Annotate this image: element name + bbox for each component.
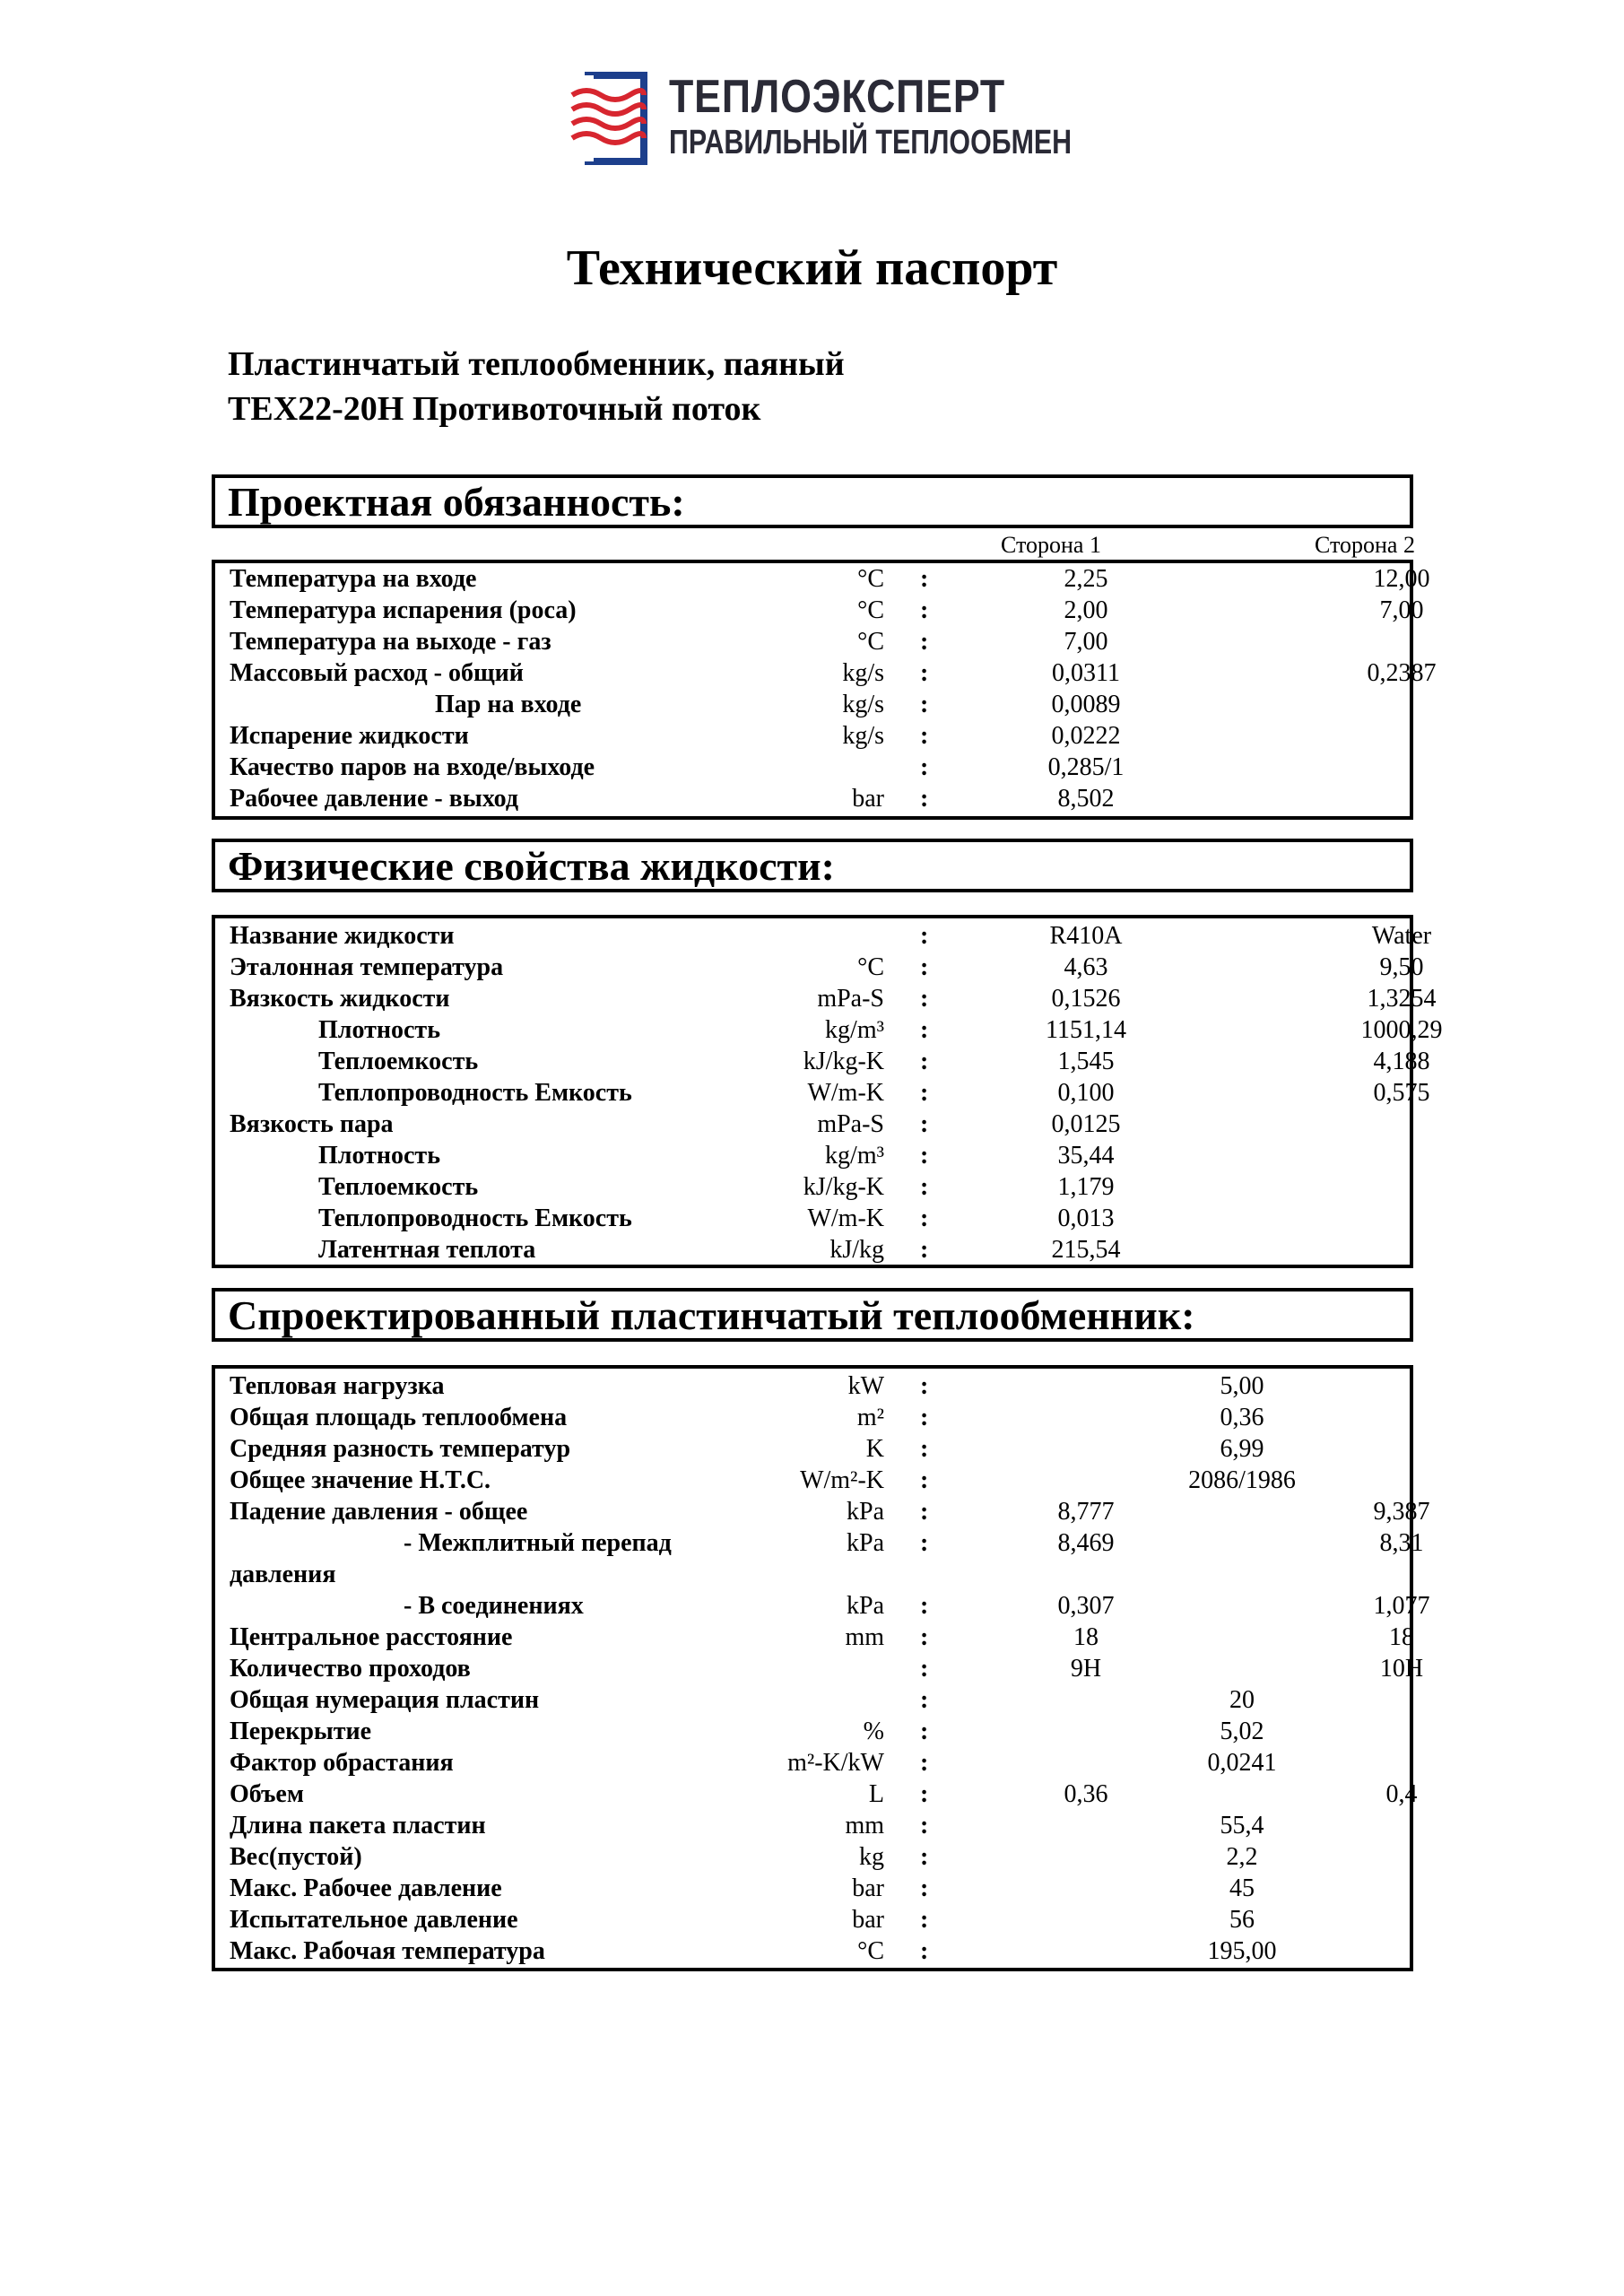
row-value-side1: 0,0089	[1051, 691, 1121, 718]
duty-section-heading: Проектная обязанность:	[212, 474, 1413, 528]
row-separator: :	[920, 1592, 929, 1620]
row-label: Плотность	[318, 1142, 440, 1170]
row-label: Вязкость жидкости	[230, 985, 450, 1013]
table-row	[215, 657, 1437, 689]
row-unit: kPa	[847, 1529, 884, 1557]
row-value-side2: 10H	[1379, 1655, 1424, 1683]
row-separator: :	[920, 1173, 929, 1201]
row-value-side1: 18	[1073, 1623, 1099, 1651]
row-label: Испытательное давление	[230, 1906, 518, 1934]
row-value-common: 6,99	[1220, 1435, 1264, 1463]
row-value-side2: 1,3254	[1367, 985, 1437, 1013]
row-separator: :	[920, 1079, 929, 1107]
table-row	[215, 752, 1410, 783]
row-label: Теплоемкость	[318, 1048, 479, 1075]
row-label: Латентная теплота	[318, 1236, 536, 1264]
row-separator: :	[920, 659, 929, 687]
exchanger-table	[212, 1365, 1430, 1971]
row-unit: kJ/kg-K	[803, 1173, 884, 1201]
row-label: Эталонная температура	[230, 953, 504, 981]
row-label: Макс. Рабочая температура	[230, 1937, 545, 1965]
row-value-side1: 0,013	[1057, 1205, 1115, 1232]
row-label: Средняя разность температур	[230, 1435, 571, 1463]
row-value-side1: 1151,14	[1046, 1016, 1126, 1044]
row-unit: mPa-S	[817, 1110, 884, 1138]
row-label: Общая площадь теплообмена	[230, 1404, 568, 1431]
exchanger-section-heading: Спроектированный пластинчатый теплообменник:	[212, 1288, 1413, 1342]
row-value-side1: 1,545	[1057, 1048, 1115, 1075]
row-unit: kg/s	[842, 722, 884, 750]
row-label: Теплоемкость	[318, 1173, 479, 1201]
table-row	[215, 1433, 1410, 1465]
table-row	[215, 783, 1410, 814]
row-value-side1: 7,00	[1064, 628, 1108, 656]
row-separator: :	[920, 596, 929, 624]
table-row	[215, 920, 1432, 952]
row-separator: :	[920, 1404, 929, 1431]
row-separator: :	[920, 1843, 929, 1871]
row-unit: bar	[852, 1906, 884, 1934]
row-value-side1: 215,54	[1051, 1236, 1121, 1264]
table-row	[215, 1140, 1410, 1171]
row-value-side1: 4,63	[1064, 953, 1108, 981]
row-separator: :	[920, 1874, 929, 1902]
row-unit: K	[865, 1435, 884, 1463]
row-separator: :	[920, 1812, 929, 1839]
table-row	[215, 1203, 1410, 1234]
row-separator: :	[920, 753, 929, 781]
row-unit: kJ/kg-K	[803, 1048, 884, 1075]
row-unit: mm	[845, 1812, 884, 1839]
row-label-continued: давления	[230, 1561, 336, 1588]
table-row	[215, 1653, 1424, 1684]
row-separator: :	[920, 1906, 929, 1934]
table-row	[215, 1171, 1410, 1203]
table-row	[215, 1046, 1430, 1077]
fluid-section-heading: Физические свойства жидкости:	[212, 839, 1413, 892]
row-label: - Межплитный перепад	[404, 1529, 672, 1557]
row-unit: mPa-S	[817, 985, 884, 1013]
row-value-common: 56	[1229, 1906, 1255, 1934]
row-label: Вязкость пара	[230, 1110, 394, 1138]
row-value-side2: 18	[1389, 1623, 1414, 1651]
row-unit: kW	[847, 1372, 884, 1400]
table-row	[215, 1747, 1410, 1779]
row-separator: :	[920, 1142, 929, 1170]
row-label: Теплопроводность Емкость	[318, 1079, 632, 1107]
row-unit: °C	[857, 628, 884, 656]
row-label: Теплопроводность Емкость	[318, 1205, 632, 1232]
row-unit: W/m-K	[807, 1079, 884, 1107]
row-label: Испарение жидкости	[230, 722, 469, 750]
row-value-side2: 4,188	[1373, 1048, 1430, 1075]
row-unit: W/m-K	[807, 1205, 884, 1232]
row-value-side1: R410A	[1049, 922, 1123, 950]
row-unit: kg/s	[842, 659, 884, 687]
logo-subtitle: ПРАВИЛЬНЫЙ ТЕПЛООБМЕН	[669, 124, 1073, 161]
row-value-side1: 0,100	[1057, 1079, 1115, 1107]
row-label: Количество проходов	[230, 1655, 471, 1683]
row-value-side2: 8,31	[1379, 1529, 1424, 1557]
row-label: Длина пакета пластин	[230, 1812, 486, 1839]
table-row	[215, 1935, 1410, 1967]
row-value-side1: 2,25	[1064, 565, 1108, 593]
row-value-side1: 0,0125	[1051, 1110, 1121, 1138]
row-value-side1: 0,0311	[1052, 659, 1120, 687]
table-row	[215, 626, 1410, 657]
row-separator: :	[920, 628, 929, 656]
row-value-side2: 9,50	[1379, 953, 1424, 981]
row-unit: kPa	[847, 1498, 884, 1526]
row-separator: :	[920, 1016, 929, 1044]
row-value-side2: 1,077	[1373, 1592, 1430, 1620]
row-label: Температура испарения (роса)	[230, 596, 577, 624]
row-value-side1: 2,00	[1064, 596, 1108, 624]
row-value-common: 195,00	[1207, 1937, 1277, 1965]
table-row	[215, 720, 1410, 752]
row-value-common: 0,0241	[1207, 1749, 1277, 1777]
row-label: Массовый расход - общий	[230, 659, 524, 687]
row-unit: m²	[856, 1404, 884, 1431]
row-value-side2: 12,00	[1373, 565, 1430, 593]
row-separator: :	[920, 1686, 929, 1714]
row-value-common: 5,00	[1220, 1372, 1264, 1400]
table-row	[215, 1590, 1430, 1622]
row-value-side1: 35,44	[1057, 1142, 1115, 1170]
row-unit: kg/m³	[825, 1142, 884, 1170]
row-unit: %	[863, 1718, 884, 1745]
table-row	[215, 952, 1424, 983]
row-label: Фактор обрастания	[230, 1749, 454, 1777]
table-row	[215, 595, 1424, 626]
row-value-side2: 9,387	[1373, 1498, 1430, 1526]
table-row	[215, 1622, 1414, 1653]
row-label: Перекрытие	[230, 1718, 372, 1745]
row-separator: :	[920, 1498, 929, 1526]
row-value-side2: 0,2387	[1367, 659, 1437, 687]
row-unit: L	[868, 1780, 884, 1808]
row-label: Объем	[230, 1780, 304, 1808]
row-separator: :	[920, 953, 929, 981]
row-unit: kg/s	[842, 691, 884, 718]
fluid-properties-table	[212, 915, 1443, 1268]
row-separator: :	[920, 1780, 929, 1808]
row-value-common: 2086/1986	[1188, 1466, 1296, 1494]
row-separator: :	[920, 565, 929, 593]
row-separator: :	[920, 1718, 929, 1745]
row-separator: :	[920, 1623, 929, 1651]
table-row	[215, 1109, 1410, 1140]
table-row	[215, 689, 1410, 720]
row-label: Пар на входе	[435, 691, 582, 718]
row-label: Общее значение H.T.C.	[230, 1466, 491, 1494]
table-row	[215, 1527, 1424, 1590]
row-separator: :	[920, 1435, 929, 1463]
row-separator: :	[920, 1655, 929, 1683]
table-row	[215, 983, 1437, 1014]
table-row	[215, 1716, 1410, 1747]
company-logo	[569, 72, 1071, 170]
row-label: - В соединениях	[404, 1592, 584, 1620]
row-unit: kg/m³	[825, 1016, 884, 1044]
table-row	[215, 1904, 1410, 1935]
table-row	[215, 1873, 1410, 1904]
table-row	[215, 1684, 1410, 1716]
table-row	[215, 1234, 1410, 1265]
heat-exchanger-logo-icon	[569, 72, 649, 165]
row-value-side2: Water	[1371, 922, 1432, 950]
row-unit: °C	[857, 565, 884, 593]
duty-table	[212, 560, 1437, 820]
row-unit: °C	[857, 596, 884, 624]
side-headers	[212, 531, 1413, 560]
row-label: Падение давления - общее	[230, 1498, 528, 1526]
row-label: Макс. Рабочее давление	[230, 1874, 502, 1902]
row-unit: bar	[852, 1874, 884, 1902]
row-separator: :	[920, 1372, 929, 1400]
side2-header: Сторона 2	[1315, 532, 1415, 558]
table-row	[215, 1496, 1430, 1527]
row-separator: :	[920, 922, 929, 950]
row-label: Рабочее давление - выход	[230, 785, 518, 813]
row-label: Вес(пустой)	[230, 1843, 362, 1871]
table-row	[215, 1370, 1410, 1402]
row-separator: :	[920, 1466, 929, 1494]
table-row	[215, 1841, 1410, 1873]
row-unit: °C	[857, 953, 884, 981]
row-label: Название жидкости	[230, 922, 455, 950]
row-value-common: 5,02	[1220, 1718, 1264, 1745]
row-unit: W/m²-K	[800, 1466, 884, 1494]
row-unit: °C	[857, 1937, 884, 1965]
row-separator: :	[920, 785, 929, 813]
row-label: Температура на выходе - газ	[230, 628, 551, 656]
row-value-common: 0,36	[1220, 1404, 1264, 1431]
table-row	[215, 1077, 1430, 1109]
row-value-common: 2,2	[1226, 1843, 1258, 1871]
document-title: Технический паспорт	[566, 240, 1058, 296]
row-label: Плотность	[318, 1016, 440, 1044]
row-separator: :	[920, 1529, 929, 1557]
row-separator: :	[920, 1205, 929, 1232]
row-value-side1: 0,285/1	[1047, 753, 1125, 781]
table-row	[215, 1465, 1410, 1496]
row-value-side2: 0,4	[1385, 1780, 1418, 1808]
table-row	[215, 1014, 1443, 1046]
row-unit: kg	[859, 1843, 884, 1871]
row-separator: :	[920, 985, 929, 1013]
product-type: Пластинчатый теплообменник, паяный	[228, 345, 845, 383]
row-value-side2: 1000,29	[1360, 1016, 1443, 1044]
row-separator: :	[920, 1937, 929, 1965]
row-value-side1: 0,1526	[1051, 985, 1121, 1013]
row-unit: m²-K/kW	[787, 1749, 884, 1777]
row-label: Тепловая нагрузка	[230, 1372, 445, 1400]
row-label: Общая нумерация пластин	[230, 1686, 540, 1714]
row-label: Центральное расстояние	[230, 1623, 513, 1651]
row-label: Качество паров на входе/выходе	[230, 753, 595, 781]
row-value-side1: 9H	[1070, 1655, 1102, 1683]
row-value-common: 55,4	[1220, 1812, 1264, 1839]
row-unit: mm	[845, 1623, 884, 1651]
table-row	[215, 1402, 1410, 1433]
row-value-side2: 7,00	[1379, 596, 1424, 624]
row-value-side1: 0,36	[1064, 1780, 1108, 1808]
row-value-side2: 0,575	[1373, 1079, 1430, 1107]
row-unit: kJ/kg	[829, 1236, 884, 1264]
row-label: Температура на входе	[230, 565, 477, 593]
logo-title: ТЕПЛОЭКСПЕРТ	[669, 71, 1006, 123]
row-separator: :	[920, 1048, 929, 1075]
table-row	[215, 1810, 1410, 1841]
row-value-common: 20	[1229, 1686, 1255, 1714]
table-row	[215, 563, 1430, 595]
row-separator: :	[920, 691, 929, 718]
table-row	[215, 1779, 1418, 1810]
row-value-side1: 8,469	[1057, 1529, 1115, 1557]
row-separator: :	[920, 1749, 929, 1777]
side1-header: Сторона 1	[1001, 532, 1101, 558]
row-separator: :	[920, 722, 929, 750]
row-value-side1: 0,307	[1057, 1592, 1115, 1620]
row-value-side1: 0,0222	[1051, 722, 1121, 750]
row-value-side1: 1,179	[1057, 1173, 1115, 1201]
row-unit: bar	[852, 785, 884, 813]
row-separator: :	[920, 1110, 929, 1138]
product-model: TEX22-20H Противоточный поток	[228, 390, 761, 428]
row-value-side1: 8,502	[1057, 785, 1115, 813]
row-separator: :	[920, 1236, 929, 1264]
row-value-side1: 8,777	[1057, 1498, 1115, 1526]
row-unit: kPa	[847, 1592, 884, 1620]
row-value-common: 45	[1229, 1874, 1255, 1902]
